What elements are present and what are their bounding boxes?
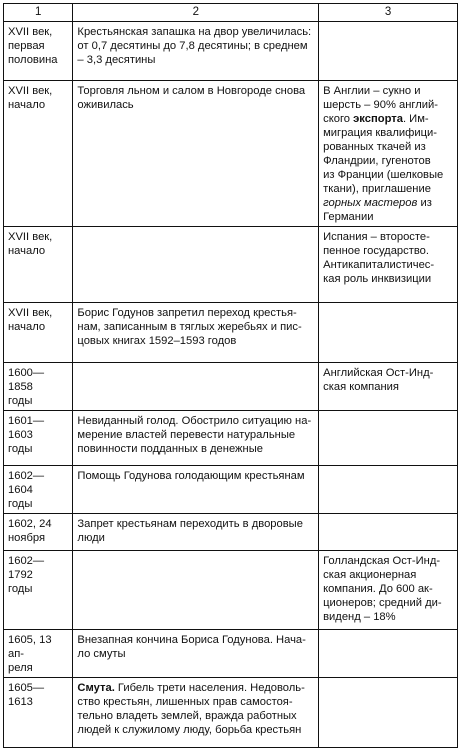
cell-line: кая роль инквизиции bbox=[323, 273, 432, 285]
table-row bbox=[4, 466, 458, 514]
event-cell bbox=[73, 411, 319, 466]
cell-line: ского экспорта. Им- bbox=[323, 113, 429, 125]
cell-line: пенное государство. bbox=[323, 245, 430, 257]
world-cell bbox=[319, 303, 458, 363]
world-cell bbox=[319, 630, 458, 678]
cell-line: повинности подданных в денежные bbox=[77, 443, 263, 455]
cell-line: Помощь Годунова голодающим крестьянам bbox=[77, 470, 305, 482]
table-row bbox=[4, 630, 458, 678]
cell-line: ская компания bbox=[323, 381, 399, 393]
cell-line: Испания – второсте- bbox=[323, 231, 430, 243]
event-cell bbox=[73, 22, 319, 81]
cell-line: люди bbox=[77, 532, 105, 544]
cell-line: первая bbox=[8, 40, 45, 52]
cell-line: начало bbox=[8, 99, 46, 111]
cell-line: ство крестьян, лишенных прав самостоя- bbox=[77, 696, 293, 708]
cell-line: 1602—1604 bbox=[8, 470, 45, 496]
world-cell bbox=[319, 22, 458, 81]
cell-line: из Франции (шелковые bbox=[323, 169, 444, 181]
cell-line: Голландская Ост-Инд- bbox=[323, 555, 441, 567]
cell-line: тельно владеть землей, вражда работных bbox=[77, 710, 297, 722]
table-row bbox=[4, 514, 458, 551]
cell-line: 1605—1613 bbox=[8, 682, 45, 708]
event-cell bbox=[73, 363, 319, 411]
date-cell bbox=[4, 411, 73, 466]
cell-line: XVII век, bbox=[8, 85, 53, 97]
table-row bbox=[4, 22, 458, 81]
event-cell bbox=[73, 514, 319, 551]
cell-line: XVII век, bbox=[8, 307, 53, 319]
date-cell bbox=[4, 630, 73, 678]
date-cell bbox=[4, 514, 73, 551]
cell-line: мерение властей перевести натуральные bbox=[77, 429, 296, 441]
cell-line: людей к служилому люду, борьба крестьян bbox=[77, 724, 302, 736]
cell-line: годы bbox=[8, 443, 33, 455]
world-cell bbox=[319, 466, 458, 514]
world-cell bbox=[319, 363, 458, 411]
cell-line: 1600—1858 bbox=[8, 367, 45, 393]
table-row bbox=[4, 81, 458, 227]
table-row bbox=[4, 551, 458, 630]
cell-line: Борис Годунов запретил переход крестья- bbox=[77, 307, 297, 319]
cell-line: начало bbox=[8, 321, 46, 333]
cell-line: компания. До 600 ак- bbox=[323, 583, 433, 595]
cell-line: виденд – 18% bbox=[323, 611, 396, 623]
date-cell bbox=[4, 303, 73, 363]
cell-line: В Англии – сукно и bbox=[323, 85, 421, 97]
event-cell bbox=[73, 551, 319, 630]
cell-line: от 0,7 десятины до 7,8 десятины; в среднем bbox=[77, 40, 308, 52]
date-cell bbox=[4, 81, 73, 227]
cell-line: миграция квалифици- bbox=[323, 127, 437, 139]
cell-line: 1601—1603 bbox=[8, 415, 45, 441]
cell-line: горных мастеров из bbox=[323, 197, 432, 209]
header-row bbox=[4, 4, 458, 22]
table-row bbox=[4, 411, 458, 466]
cell-line: цовых книгах 1592–1593 годов bbox=[77, 335, 237, 347]
column-header-1: 1 bbox=[4, 4, 73, 22]
event-cell bbox=[73, 466, 319, 514]
date-cell bbox=[4, 678, 73, 748]
cell-line: Английская Ост-Инд- bbox=[323, 367, 434, 379]
cell-line: Крестьянская запашка на двор увеличилась: bbox=[77, 26, 312, 38]
cell-line: Внезапная кончина Бориса Годунова. Нача- bbox=[77, 634, 306, 646]
world-cell bbox=[319, 678, 458, 748]
cell-line: реля bbox=[8, 662, 33, 674]
cell-line: Торговля льном и салом в Новгороде снова bbox=[77, 85, 306, 97]
event-cell bbox=[73, 630, 319, 678]
column-header-3: 3 bbox=[319, 4, 458, 22]
cell-line: годы bbox=[8, 498, 33, 510]
table-row bbox=[4, 227, 458, 303]
cell-line: ноября bbox=[8, 532, 46, 544]
column-header-2: 2 bbox=[73, 4, 319, 22]
cell-line: Смута. Гибель трети населения. Недоволь- bbox=[77, 682, 305, 694]
cell-line: Невиданный голод. Обострило ситуацию на- bbox=[77, 415, 312, 427]
date-cell bbox=[4, 466, 73, 514]
cell-line: – 3,3 десятины bbox=[77, 54, 156, 66]
cell-line: 1602—1792 bbox=[8, 555, 45, 581]
cell-line: XVII век, bbox=[8, 231, 53, 243]
cell-line: Фландрии, гугенотов bbox=[323, 155, 431, 167]
table-body bbox=[4, 22, 458, 748]
cell-line: оживилась bbox=[77, 99, 134, 111]
cell-line: нам, записанным в тяглых жеребьях и пис- bbox=[77, 321, 302, 333]
event-cell bbox=[73, 303, 319, 363]
cell-line: ткани), приглашение bbox=[323, 183, 431, 195]
cell-line: ло смуты bbox=[77, 648, 126, 660]
chronology-table bbox=[3, 3, 458, 748]
world-cell bbox=[319, 551, 458, 630]
date-cell bbox=[4, 22, 73, 81]
world-cell bbox=[319, 411, 458, 466]
cell-line: половина bbox=[8, 54, 58, 66]
cell-line: Антикапиталистичес- bbox=[323, 259, 435, 271]
cell-line: 1602, 24 bbox=[8, 518, 52, 530]
cell-line: Германии bbox=[323, 211, 374, 223]
cell-line: ская акционерная bbox=[323, 569, 417, 581]
cell-line: шерсть – 90% англий- bbox=[323, 99, 438, 111]
world-cell bbox=[319, 81, 458, 227]
cell-line: Запрет крестьянам переходить в дворовые bbox=[77, 518, 303, 530]
cell-line: годы bbox=[8, 583, 33, 595]
cell-line: начало bbox=[8, 245, 46, 257]
world-cell bbox=[319, 514, 458, 551]
event-cell bbox=[73, 81, 319, 227]
world-cell bbox=[319, 227, 458, 303]
event-cell bbox=[73, 227, 319, 303]
table-row bbox=[4, 678, 458, 748]
date-cell bbox=[4, 551, 73, 630]
cell-line: ционеров; средний ди- bbox=[323, 597, 442, 609]
cell-line: годы bbox=[8, 395, 33, 407]
table-row bbox=[4, 363, 458, 411]
event-cell bbox=[73, 678, 319, 748]
cell-line: рованных ткачей из bbox=[323, 141, 426, 153]
date-cell bbox=[4, 363, 73, 411]
cell-line: 1605, 13 ап- bbox=[8, 634, 52, 660]
date-cell bbox=[4, 227, 73, 303]
cell-line: XVII век, bbox=[8, 26, 53, 38]
table-row bbox=[4, 303, 458, 363]
